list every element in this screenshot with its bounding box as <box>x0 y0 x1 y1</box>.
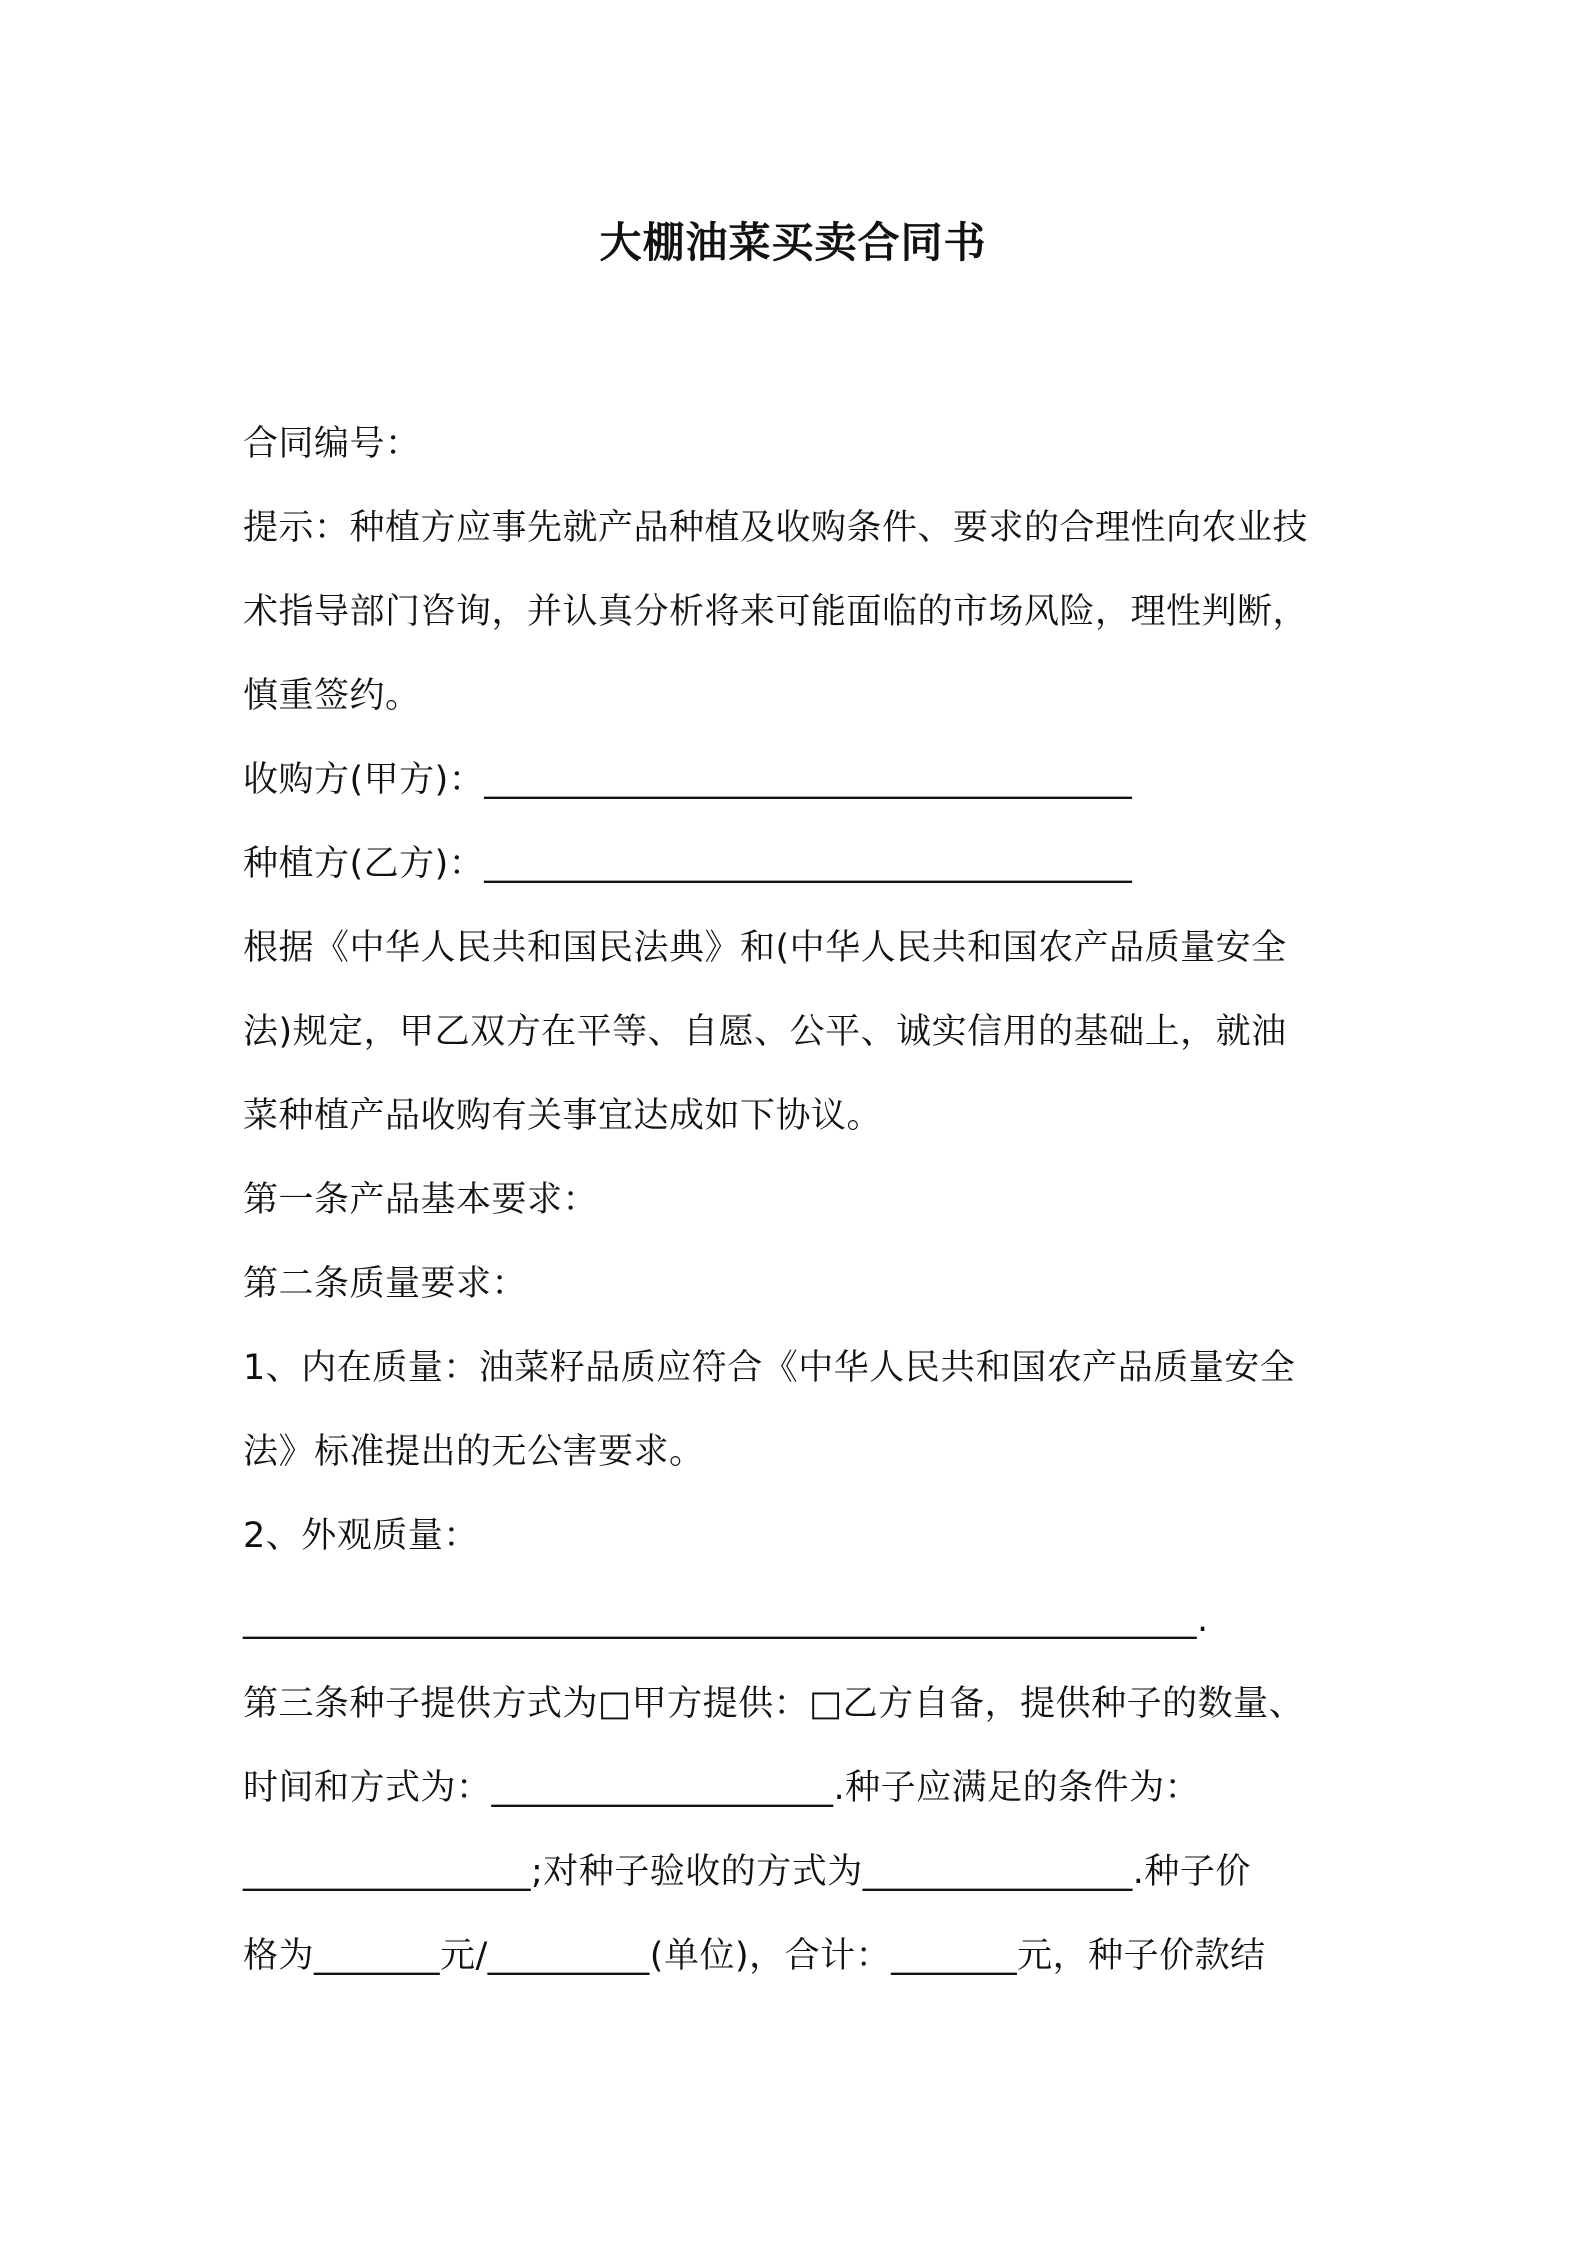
article-3-line-1: 第三条种子提供方式为□甲方提供：□乙方自备，提供种子的数量、 <box>243 1684 1305 1724</box>
notice-line-3: 慎重签约。 <box>243 676 421 716</box>
contract-number-line: 合同编号： <box>243 424 421 464</box>
preamble-line-3: 菜种植产品收购有关事宜达成如下协议。 <box>243 1096 883 1136</box>
buyer-line: 收购方(甲方)：____________________________________ <box>243 760 1133 800</box>
notice-line-1: 提示：种植方应事先就产品种植及收购条件、要求的合理性向农业技 <box>243 508 1309 548</box>
document-title: 大棚油菜买卖合同书 <box>599 218 987 267</box>
intrinsic-quality-line-1: 1、内在质量：油菜籽品质应符合《中华人民共和国农产品质量安全 <box>243 1348 1296 1388</box>
article-3-line-3: ________________;对种子验收的方式为_______________.种子价 <box>243 1852 1251 1892</box>
article-3-line-4: 格为_______元/_________(单位)，合计：_______元，种子价款结 <box>243 1936 1266 1976</box>
grower-line: 种植方(乙方)：____________________________________ <box>243 844 1133 884</box>
intrinsic-quality-line-2: 法》标准提出的无公害要求。 <box>243 1432 705 1472</box>
article-1-heading: 第一条产品基本要求： <box>243 1180 599 1220</box>
preamble-line-1: 根据《中华人民共和国民法典》和(中华人民共和国农产品质量安全 <box>243 928 1287 968</box>
appearance-quality-line: 2、外观质量： <box>243 1516 479 1556</box>
appearance-blank-line: _____________________________________________________. <box>243 1600 1209 1640</box>
article-2-heading: 第二条质量要求： <box>243 1264 528 1304</box>
article-3-line-2: 时间和方式为：___________________.种子应满足的条件为： <box>243 1768 1201 1808</box>
notice-line-2: 术指导部门咨询，并认真分析将来可能面临的市场风险，理性判断， <box>243 592 1309 632</box>
preamble-line-2: 法)规定，甲乙双方在平等、自愿、公平、诚实信用的基础上，就油 <box>243 1012 1287 1052</box>
